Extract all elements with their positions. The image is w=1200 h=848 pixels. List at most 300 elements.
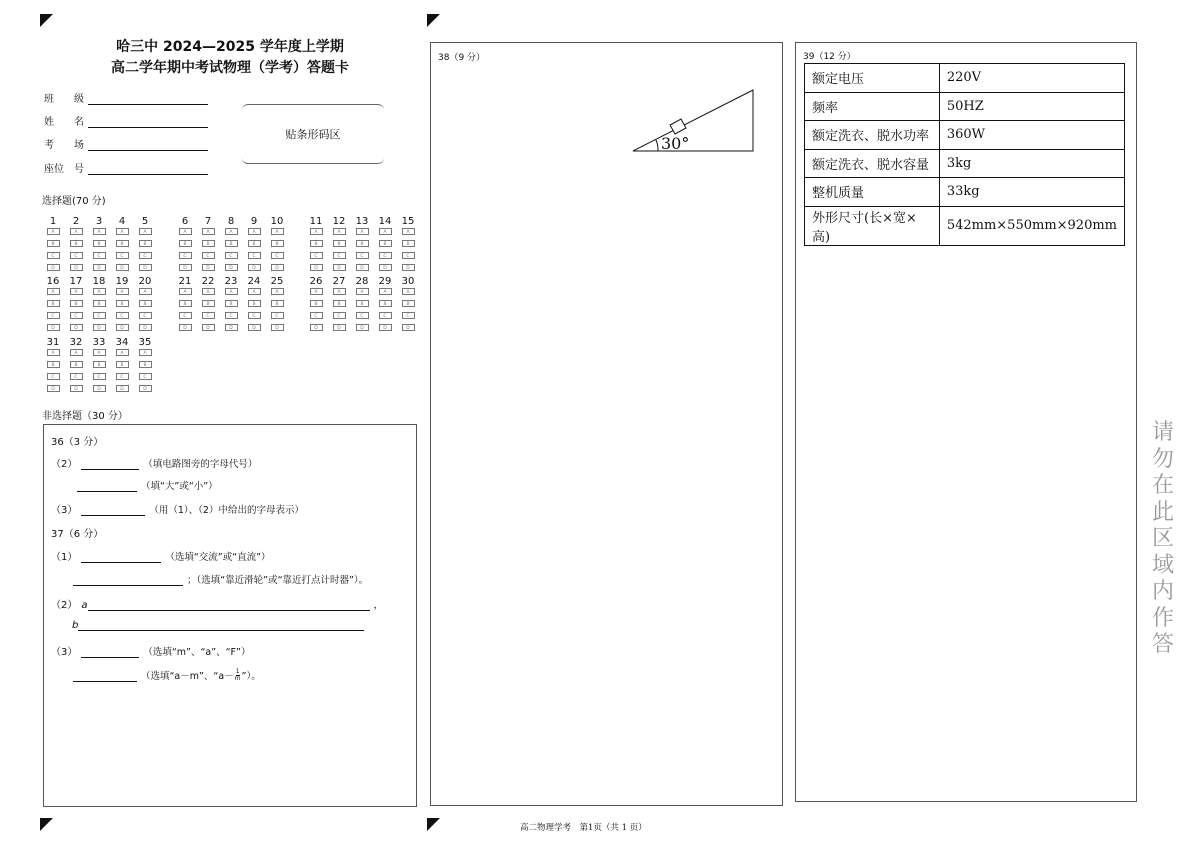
- bubble-option[interactable]: B: [356, 300, 369, 307]
- hint-text: （选填“交流”或“直流”）: [165, 552, 271, 563]
- question-number: 21: [178, 276, 192, 287]
- answer-blank[interactable]: [78, 620, 364, 631]
- answer-blank[interactable]: [88, 600, 370, 611]
- spec-value: 33kg: [939, 178, 1124, 207]
- part-label: （2）: [51, 459, 78, 470]
- hint-text: （填电路图旁的字母代号）: [143, 459, 258, 470]
- choice-question: [68, 275, 84, 336]
- question-number: 7: [204, 216, 212, 227]
- bubble-option[interactable]: C: [179, 252, 192, 259]
- choice-question: [200, 275, 216, 336]
- bubble-option[interactable]: D: [179, 324, 192, 331]
- bubble-option[interactable]: B: [93, 300, 106, 307]
- bubble-option[interactable]: B: [333, 240, 346, 247]
- choice-question: [137, 215, 153, 276]
- barcode-area: [242, 104, 384, 164]
- fraction: [235, 669, 241, 682]
- bubble-option[interactable]: B: [310, 240, 323, 247]
- nonchoice-section-title: 非选择题（30 分）: [42, 411, 128, 422]
- choice-question: [377, 215, 393, 276]
- table-row: [805, 64, 1125, 93]
- choice-question: [68, 215, 84, 276]
- question-number: 34: [115, 337, 129, 348]
- bubble-option[interactable]: C: [225, 252, 238, 259]
- question-number: 12: [332, 216, 346, 227]
- info-field-class: [44, 90, 208, 105]
- spec-value: 50HZ: [939, 92, 1124, 121]
- bubble-option[interactable]: A: [93, 349, 106, 356]
- bubble-option[interactable]: D: [116, 264, 129, 271]
- bubble-option[interactable]: D: [379, 264, 392, 271]
- question-number: 6: [181, 216, 189, 227]
- table-row: [805, 206, 1125, 245]
- bubble-option[interactable]: B: [379, 240, 392, 247]
- q37-title: 37（6 分）: [51, 529, 104, 540]
- choice-question: [137, 275, 153, 336]
- bubble-option[interactable]: B: [179, 240, 192, 247]
- alignment-mark: [427, 818, 440, 831]
- exam-title: 哈三中 2024—2025 学年度上学期: [116, 39, 344, 55]
- question-number: 33: [92, 337, 106, 348]
- spec-table: [804, 63, 1125, 246]
- bubble-option[interactable]: B: [271, 240, 284, 247]
- bubble-option[interactable]: A: [179, 228, 192, 235]
- choice-question: [400, 275, 416, 336]
- bubble-option[interactable]: A: [179, 288, 192, 295]
- bubble-option[interactable]: D: [310, 324, 323, 331]
- bubble-option[interactable]: C: [225, 312, 238, 319]
- bubble-option[interactable]: A: [225, 228, 238, 235]
- bubble-option[interactable]: D: [333, 324, 346, 331]
- question-number: 32: [69, 337, 83, 348]
- spec-label: 外形尺寸(长×宽×高): [805, 206, 940, 245]
- bubble-option[interactable]: D: [93, 264, 106, 271]
- choice-question: [68, 336, 84, 397]
- bubble-option[interactable]: A: [333, 288, 346, 295]
- bubble-option[interactable]: B: [202, 300, 215, 307]
- q37-1: [51, 548, 271, 563]
- question-number: 3: [95, 216, 103, 227]
- choice-question: [45, 336, 61, 397]
- question-number: 14: [378, 216, 392, 227]
- bubble-option[interactable]: D: [333, 264, 346, 271]
- question-number: 2: [72, 216, 80, 227]
- bubble-option[interactable]: A: [47, 288, 60, 295]
- question-number: 9: [250, 216, 258, 227]
- bubble-option[interactable]: C: [248, 252, 261, 259]
- question-number: 28: [355, 276, 369, 287]
- spec-value: 3kg: [939, 149, 1124, 178]
- bubble-option[interactable]: B: [225, 300, 238, 307]
- bubble-option[interactable]: A: [116, 228, 129, 235]
- choice-group: [308, 215, 416, 276]
- question-number: 25: [270, 276, 284, 287]
- bubble-option[interactable]: C: [47, 373, 60, 380]
- block: [670, 119, 686, 134]
- bubble-option[interactable]: D: [116, 385, 129, 392]
- bubble-option[interactable]: B: [402, 240, 415, 247]
- answer-blank[interactable]: [73, 671, 137, 682]
- fraction-denominator: m: [234, 675, 241, 682]
- bubble-option[interactable]: A: [310, 288, 323, 295]
- bubble-option[interactable]: B: [116, 361, 129, 368]
- bubble-option[interactable]: C: [47, 252, 60, 259]
- bubble-option[interactable]: B: [310, 300, 323, 307]
- bubble-option[interactable]: C: [93, 252, 106, 259]
- bubble-option[interactable]: D: [116, 324, 129, 331]
- question-number: 35: [138, 337, 152, 348]
- field-label: 座位 号: [44, 164, 84, 175]
- bubble-option[interactable]: A: [271, 228, 284, 235]
- bubble-option[interactable]: B: [333, 300, 346, 307]
- bubble-option[interactable]: A: [139, 228, 152, 235]
- bubble-option[interactable]: C: [402, 252, 415, 259]
- fill-line[interactable]: [88, 140, 208, 151]
- question-number: 15: [401, 216, 415, 227]
- bubble-option[interactable]: C: [116, 373, 129, 380]
- bubble-option[interactable]: C: [379, 312, 392, 319]
- choice-question: [246, 215, 262, 276]
- bubble-option[interactable]: B: [179, 300, 192, 307]
- spec-value: 542mm×550mm×920mm: [939, 206, 1124, 245]
- bubble-option[interactable]: D: [248, 264, 261, 271]
- choice-question: [223, 275, 239, 336]
- bubble-option[interactable]: A: [402, 228, 415, 235]
- spec-label: 额定洗衣、脱水容量: [805, 149, 940, 178]
- bubble-option[interactable]: A: [271, 288, 284, 295]
- question-number: 23: [224, 276, 238, 287]
- bubble-option[interactable]: C: [47, 312, 60, 319]
- alignment-mark: [427, 14, 440, 27]
- q37-1b: [69, 572, 368, 586]
- bubble-option[interactable]: B: [139, 240, 152, 247]
- comma-text: ，: [373, 600, 384, 611]
- question-number: 16: [46, 276, 60, 287]
- bubble-option[interactable]: A: [116, 288, 129, 295]
- choice-group: [308, 275, 416, 336]
- bubble-option[interactable]: D: [70, 324, 83, 331]
- spec-label: 额定电压: [805, 64, 940, 93]
- bubble-option[interactable]: B: [93, 240, 106, 247]
- question-number: 29: [378, 276, 392, 287]
- bubble-option[interactable]: C: [93, 312, 106, 319]
- part-label: （2）: [51, 600, 78, 611]
- choice-question: [177, 215, 193, 276]
- bubble-option[interactable]: D: [70, 264, 83, 271]
- bubble-option[interactable]: A: [202, 288, 215, 295]
- bubble-option[interactable]: C: [310, 252, 323, 259]
- bubble-option[interactable]: C: [202, 252, 215, 259]
- incline-triangle: [633, 90, 753, 151]
- bubble-option[interactable]: C: [70, 312, 83, 319]
- choice-question: [269, 275, 285, 336]
- bubble-option[interactable]: C: [356, 312, 369, 319]
- side-warning: 请 勿 在 此 区 域 内 作 答: [1151, 420, 1174, 657]
- alignment-mark: [40, 818, 53, 831]
- info-field-name: [44, 113, 208, 128]
- part-label: （1）: [51, 552, 78, 563]
- choice-question: [354, 215, 370, 276]
- question-number: 13: [355, 216, 369, 227]
- field-label: 班 级: [44, 94, 84, 105]
- question-number: 18: [92, 276, 106, 287]
- spec-label: 频率: [805, 92, 940, 121]
- q37-2b: [72, 620, 368, 631]
- fill-line[interactable]: [88, 164, 208, 175]
- bubble-option[interactable]: D: [93, 385, 106, 392]
- bubble-option[interactable]: D: [202, 324, 215, 331]
- spec-value: 220V: [939, 64, 1124, 93]
- bubble-option[interactable]: A: [310, 228, 323, 235]
- bubble-option[interactable]: C: [402, 312, 415, 319]
- q36-title: 36（3 分）: [51, 437, 104, 448]
- bubble-option[interactable]: A: [70, 288, 83, 295]
- bubble-option[interactable]: D: [225, 324, 238, 331]
- question-number: 4: [118, 216, 126, 227]
- choice-question: [331, 275, 347, 336]
- bubble-option[interactable]: C: [310, 312, 323, 319]
- question-number: 20: [138, 276, 152, 287]
- field-label: 姓 名: [44, 117, 84, 128]
- question-number: 24: [247, 276, 261, 287]
- question-number: 11: [309, 216, 323, 227]
- angle-label: 30°: [661, 134, 690, 153]
- bubble-option[interactable]: C: [70, 373, 83, 380]
- bubble-option[interactable]: B: [70, 361, 83, 368]
- bubble-option[interactable]: D: [47, 264, 60, 271]
- page-footer: 高二物理学考 第1页（共 1 页）: [520, 823, 647, 833]
- bubble-option[interactable]: B: [139, 300, 152, 307]
- bubble-option[interactable]: B: [356, 240, 369, 247]
- choice-group: [45, 275, 153, 336]
- bubble-option[interactable]: C: [271, 312, 284, 319]
- bubble-option[interactable]: D: [70, 385, 83, 392]
- bubble-option[interactable]: B: [402, 300, 415, 307]
- bubble-option[interactable]: D: [402, 324, 415, 331]
- q36-3: [51, 501, 304, 516]
- fill-line[interactable]: [88, 117, 208, 128]
- choice-question: [308, 215, 324, 276]
- exam-subtitle: 高二学年期中考试物理（学考）答题卡: [111, 60, 349, 76]
- bubble-option[interactable]: A: [225, 288, 238, 295]
- bubble-option[interactable]: B: [47, 361, 60, 368]
- part-b-label: b: [72, 620, 79, 631]
- table-row: [805, 149, 1125, 178]
- bubble-option[interactable]: B: [70, 240, 83, 247]
- bubble-option[interactable]: D: [379, 324, 392, 331]
- bubble-option[interactable]: D: [310, 264, 323, 271]
- bubble-option[interactable]: A: [139, 288, 152, 295]
- part-label: （3）: [51, 505, 78, 516]
- bubble-option[interactable]: A: [93, 228, 106, 235]
- choice-question: [114, 215, 130, 276]
- bubble-option[interactable]: B: [248, 240, 261, 247]
- answer-blank[interactable]: [73, 575, 183, 586]
- spec-label: 整机质量: [805, 178, 940, 207]
- hint-text: （用（1）、（2）中给出的字母表示）: [149, 505, 304, 516]
- fill-line[interactable]: [88, 94, 208, 105]
- choice-question: [354, 275, 370, 336]
- bubble-option[interactable]: D: [402, 264, 415, 271]
- bubble-option[interactable]: B: [379, 300, 392, 307]
- choice-question: [137, 336, 153, 397]
- choice-question: [246, 275, 262, 336]
- bubble-option[interactable]: A: [116, 349, 129, 356]
- choice-question: [377, 275, 393, 336]
- bubble-option[interactable]: D: [271, 264, 284, 271]
- answer-blank[interactable]: [81, 505, 145, 516]
- question-number: 1: [49, 216, 57, 227]
- bubble-option[interactable]: D: [139, 264, 152, 271]
- spec-label: 额定洗衣、脱水功率: [805, 121, 940, 150]
- q37-3b: [69, 668, 261, 682]
- info-field-room: [44, 136, 208, 151]
- choice-group: [177, 275, 285, 336]
- bubble-option[interactable]: C: [179, 312, 192, 319]
- bubble-option[interactable]: C: [139, 373, 152, 380]
- choice-question: [91, 336, 107, 397]
- bubble-option[interactable]: C: [248, 312, 261, 319]
- question-number: 31: [46, 337, 60, 348]
- hint-text: （选填“a－m”、“a－: [141, 671, 234, 682]
- spec-value: 360W: [939, 121, 1124, 150]
- bubble-option[interactable]: C: [333, 312, 346, 319]
- bubble-option[interactable]: A: [70, 349, 83, 356]
- bubble-option[interactable]: A: [248, 288, 261, 295]
- bubble-option[interactable]: D: [271, 324, 284, 331]
- part-label: （3）: [51, 647, 78, 658]
- incline-diagram: [628, 86, 758, 156]
- choice-group: [45, 215, 153, 276]
- bubble-option[interactable]: C: [379, 252, 392, 259]
- question-number: 8: [227, 216, 235, 227]
- choice-question: [331, 215, 347, 276]
- bubble-option[interactable]: C: [202, 312, 215, 319]
- bubble-option[interactable]: C: [139, 252, 152, 259]
- bubble-option[interactable]: D: [139, 324, 152, 331]
- bubble-option[interactable]: C: [116, 252, 129, 259]
- choice-section-title: 选择题(70 分): [42, 196, 106, 207]
- q36-2: [51, 455, 257, 470]
- bubble-option[interactable]: A: [356, 288, 369, 295]
- q38-title: 38（9 分）: [438, 53, 486, 63]
- hint-text: ；（选填“靠近滑轮”或“靠近打点计时器”）。: [187, 575, 369, 586]
- bubble-option[interactable]: A: [333, 228, 346, 235]
- bubble-option[interactable]: D: [47, 324, 60, 331]
- choice-question: [45, 215, 61, 276]
- bubble-option[interactable]: A: [379, 288, 392, 295]
- bubble-option[interactable]: A: [47, 228, 60, 235]
- bubble-option[interactable]: A: [70, 228, 83, 235]
- bubble-option[interactable]: D: [202, 264, 215, 271]
- bubble-option[interactable]: C: [139, 312, 152, 319]
- bubble-option[interactable]: C: [333, 252, 346, 259]
- bubble-option[interactable]: A: [47, 349, 60, 356]
- bubble-option[interactable]: B: [47, 240, 60, 247]
- hint-text: （选填“m”、“a”、“F”）: [143, 647, 251, 658]
- bubble-option[interactable]: D: [93, 324, 106, 331]
- question-number: 10: [270, 216, 284, 227]
- bubble-option[interactable]: C: [116, 312, 129, 319]
- choice-question: [269, 215, 285, 276]
- bubble-option[interactable]: A: [356, 228, 369, 235]
- question-number: 30: [401, 276, 415, 287]
- q37-3: [51, 643, 250, 658]
- q39-title: 39（12 分）: [803, 52, 856, 62]
- bubble-option[interactable]: B: [116, 240, 129, 247]
- bubble-option[interactable]: D: [356, 264, 369, 271]
- question-number: 22: [201, 276, 215, 287]
- bubble-option[interactable]: A: [202, 228, 215, 235]
- choice-question: [400, 215, 416, 276]
- bubble-option[interactable]: D: [356, 324, 369, 331]
- bubble-option[interactable]: B: [70, 300, 83, 307]
- bubble-option[interactable]: D: [179, 264, 192, 271]
- table-row: [805, 178, 1125, 207]
- bubble-option[interactable]: B: [202, 240, 215, 247]
- bubble-option[interactable]: B: [93, 361, 106, 368]
- choice-group: [45, 336, 153, 397]
- bubble-option[interactable]: D: [248, 324, 261, 331]
- bubble-option[interactable]: C: [271, 252, 284, 259]
- table-row: [805, 121, 1125, 150]
- choice-group: [177, 215, 285, 276]
- choice-question: [114, 336, 130, 397]
- bubble-option[interactable]: B: [225, 240, 238, 247]
- bubble-option[interactable]: A: [139, 349, 152, 356]
- bubble-option[interactable]: D: [139, 385, 152, 392]
- choice-question: [200, 215, 216, 276]
- choice-question: [177, 275, 193, 336]
- answer-blank[interactable]: [81, 459, 139, 470]
- question-number: 17: [69, 276, 83, 287]
- bubble-option[interactable]: A: [379, 228, 392, 235]
- bubble-option[interactable]: C: [70, 252, 83, 259]
- answer-blank[interactable]: [81, 647, 139, 658]
- choice-question: [45, 275, 61, 336]
- part-a-label: a: [81, 600, 88, 611]
- info-field-seat: [44, 160, 208, 175]
- question-number: 19: [115, 276, 129, 287]
- bubble-option[interactable]: B: [116, 300, 129, 307]
- fraction-numerator: 1: [235, 668, 240, 675]
- bubble-option[interactable]: A: [93, 288, 106, 295]
- q36-2b: [73, 478, 218, 492]
- bubble-option[interactable]: A: [402, 288, 415, 295]
- angle-arc: [656, 140, 658, 151]
- answer-blank[interactable]: [77, 481, 137, 492]
- bubble-option[interactable]: B: [47, 300, 60, 307]
- bubble-option[interactable]: C: [93, 373, 106, 380]
- answer-blank[interactable]: [81, 552, 161, 563]
- bubble-option[interactable]: D: [225, 264, 238, 271]
- choice-question: [308, 275, 324, 336]
- question-number: 26: [309, 276, 323, 287]
- bubble-option[interactable]: B: [139, 361, 152, 368]
- bubble-option[interactable]: B: [248, 300, 261, 307]
- bubble-option[interactable]: B: [271, 300, 284, 307]
- question-number: 27: [332, 276, 346, 287]
- choice-question: [223, 215, 239, 276]
- hint-text: ”）。: [241, 671, 261, 682]
- bubble-option[interactable]: A: [248, 228, 261, 235]
- answer-box-38[interactable]: [430, 42, 783, 806]
- bubble-option[interactable]: C: [356, 252, 369, 259]
- choice-question: [91, 215, 107, 276]
- question-number: 5: [141, 216, 149, 227]
- table-row: [805, 92, 1125, 121]
- bubble-option[interactable]: D: [47, 385, 60, 392]
